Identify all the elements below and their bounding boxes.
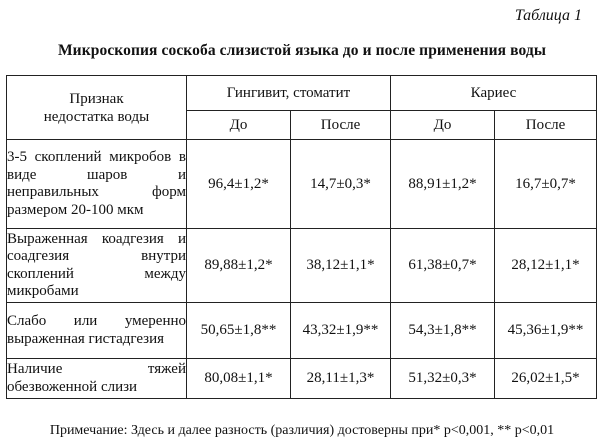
table-number: Таблица 1 — [514, 7, 582, 24]
table-row — [7, 229, 597, 303]
cell-g1-after: 14,7±0,3* — [291, 140, 391, 229]
table-row — [7, 140, 597, 229]
cell-g2-after: 45,36±1,9** — [495, 303, 597, 359]
cell-g2-before: 88,91±1,2* — [391, 140, 495, 229]
cell-g1-before: 80,08±1,1* — [187, 359, 291, 399]
cell-g1-before: 89,88±1,2* — [187, 229, 291, 303]
cell-g1-before: 50,65±1,8** — [187, 303, 291, 359]
header-feature — [7, 76, 187, 140]
cell-g1-before: 96,4±1,2* — [187, 140, 291, 229]
cell-g1-after: 43,32±1,9** — [291, 303, 391, 359]
cell-g2-before: 61,38±0,7* — [391, 229, 495, 303]
header-g1-after: После — [291, 111, 391, 140]
header-group-gingivitis: Гингивит, стоматит — [187, 76, 391, 111]
cell-g2-before: 51,32±0,3* — [391, 359, 495, 399]
header-group-caries: Кариес — [391, 76, 597, 111]
header-g2-before: До — [391, 111, 495, 140]
table-row — [7, 303, 597, 359]
row-feature: Слабо или умеренно выраженная гистадгезия — [7, 303, 187, 359]
table-row — [7, 359, 597, 399]
cell-g2-after: 16,7±0,7* — [495, 140, 597, 229]
cell-g2-after: 26,02±1,5* — [495, 359, 597, 399]
header-feature-line1: Признак — [69, 90, 124, 107]
header-g2-after: После — [495, 111, 597, 140]
cell-g2-before: 54,3±1,8** — [391, 303, 495, 359]
cell-g1-after: 28,11±1,3* — [291, 359, 391, 399]
table-caption: Микроскопия соскоба слизистой языка до и после применения воды — [57, 42, 547, 59]
header-row-groups — [7, 76, 597, 111]
table-footnote: Примечание: Здесь и далее разность (различия) достоверны при* p<0,001, ** p<0,01 — [49, 423, 555, 438]
header-g1-before: До — [187, 111, 291, 140]
cell-g2-after: 28,12±1,1* — [495, 229, 597, 303]
header-feature-line2: недостатка воды — [43, 108, 150, 125]
cell-g1-after: 38,12±1,1* — [291, 229, 391, 303]
row-feature: 3-5 скоплений микробов в виде шаров и неправильных форм размером 20-100 мкм — [7, 140, 187, 229]
row-feature: Наличие тяжей обезвоженной слизи — [7, 359, 187, 399]
row-feature: Выраженная коадгезия и соадгезия внутри скоплений между микробами — [7, 229, 187, 303]
data-table — [6, 75, 597, 399]
